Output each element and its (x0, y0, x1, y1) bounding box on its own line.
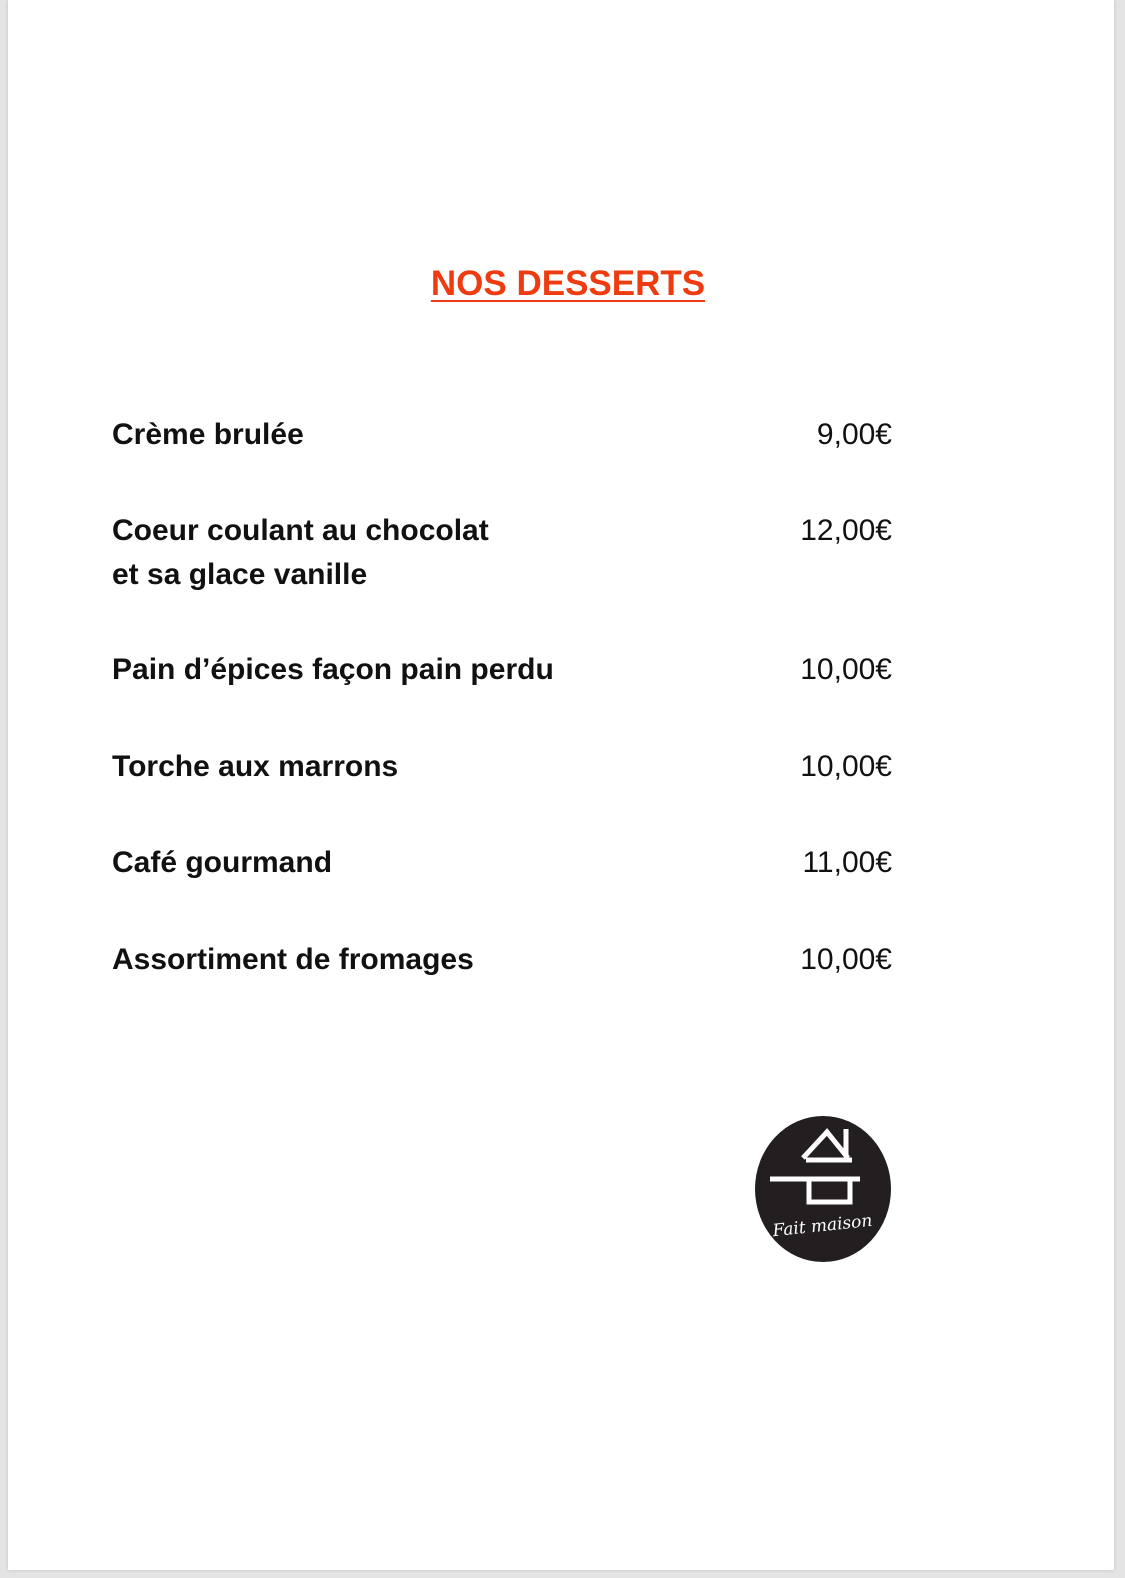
menu-item (112, 413, 892, 457)
item-price: 12,00€ (800, 514, 892, 547)
item-price: 10,00€ (800, 653, 892, 686)
item-name: Assortiment de fromages (112, 943, 474, 976)
item-name: Crème brulée (112, 418, 304, 451)
item-price: 11,00€ (802, 846, 892, 879)
item-name: Torche aux marrons (112, 750, 399, 783)
menu-item (112, 648, 892, 692)
menu-item (112, 509, 892, 597)
menu-item (112, 745, 892, 789)
logo-label: Fait maison (771, 1210, 874, 1242)
item-price: 9,00€ (816, 418, 892, 451)
item-name: Pain d’épices façon pain perdu (112, 653, 554, 686)
menu-item (112, 938, 892, 982)
menu-item (112, 841, 892, 885)
item-name: Coeur coulant au chocolat et sa glace vanille (112, 514, 489, 591)
item-price: 10,00€ (800, 943, 892, 976)
menu-page (8, 0, 1114, 1570)
item-price: 10,00€ (800, 750, 892, 783)
menu-title: NOS DESSERTS (430, 264, 706, 303)
item-name: Café gourmand (112, 846, 333, 879)
fait-maison-logo (754, 1115, 892, 1263)
